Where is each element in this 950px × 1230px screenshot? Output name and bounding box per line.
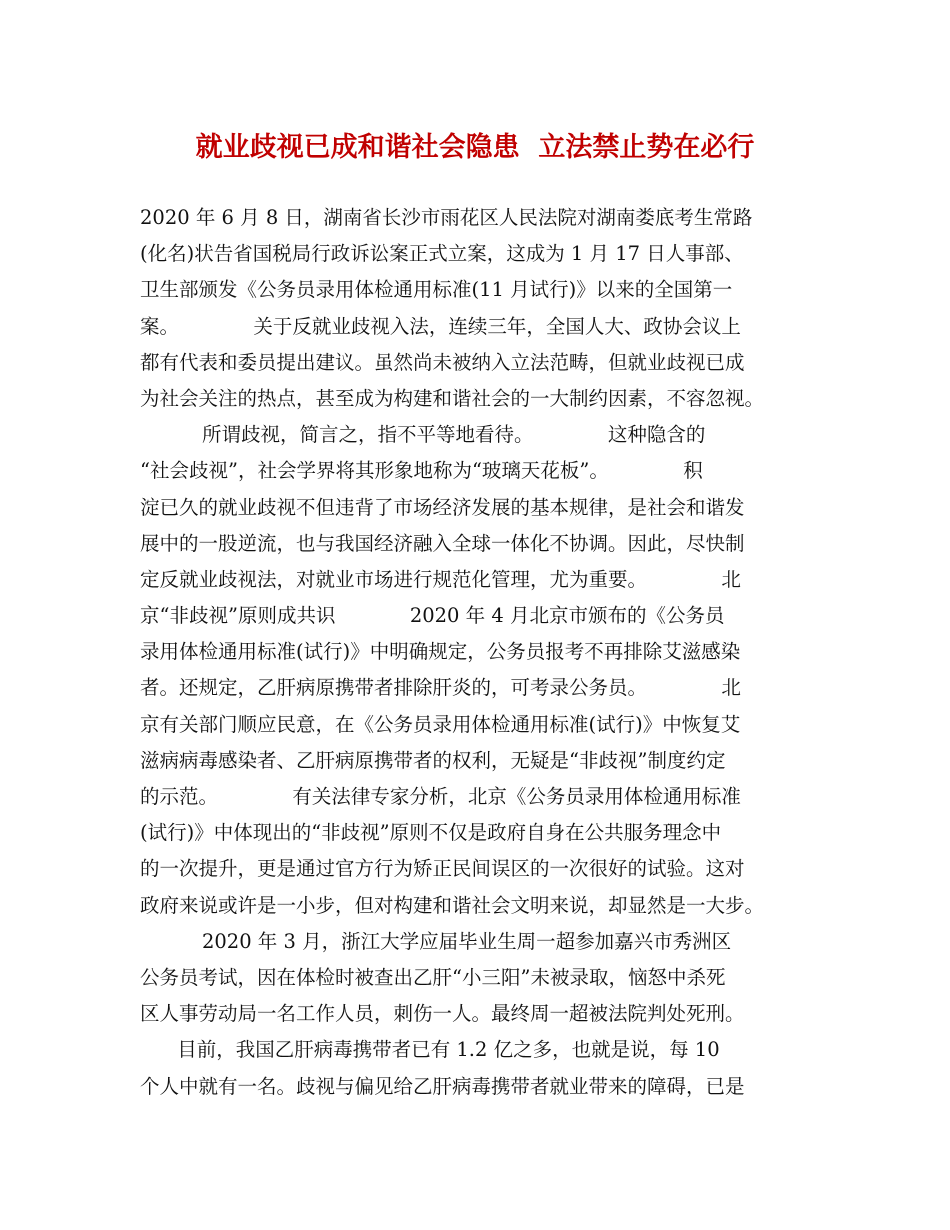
document-body	[140, 200, 820, 1105]
text-line: 个人中就有一名。歧视与偏见给乙肝病毒携带者就业带来的障碍，已是	[140, 1074, 745, 1098]
text-line: 政府来说或许是一小步，但对构建和谐社会文明来说，却显然是一大步。	[140, 893, 765, 917]
text-line: 公务员考试，因在体检时被查出乙肝“小三阳”未被录取，恼怒中杀死	[140, 965, 726, 989]
text-line: 录用体检通用标准(试行)》中明确规定，公务员报考不再排除艾滋感染	[140, 640, 741, 664]
text-line: 区人事劳动局一名工作人员，刺伤一人。最终周一超被法院判处死刑。	[140, 1002, 745, 1026]
text-line: 2020 年 6 月 8 日，湖南省长沙市雨花区人民法院对湖南娄底考生常路	[140, 206, 753, 229]
text-line: 的示范。 有关法律专家分析，北京《公务员录用体检通用标准	[140, 785, 741, 808]
text-line: 为社会关注的热点，甚至成为构建和谐社会的一大制约因素，不容忽视。	[140, 386, 765, 410]
text-line: 展中的一股逆流，也与我国经济融入全球一体化不协调。因此，尽快制	[140, 531, 745, 555]
text-line: “社会歧视”，社会学界将其形象地称为“玻璃天花板”。 积	[140, 459, 703, 483]
text-line: (试行)》中体现出的“非歧视”原则不仅是政府自身在公共服务理念中	[140, 821, 722, 845]
text-line: 淀已久的就业歧视不但违背了市场经济发展的基本规律，是社会和谐发	[140, 495, 745, 519]
text-line: 目前，我国乙肝病毒携带者已有 1.2 亿之多，也就是说，每 10	[140, 1038, 720, 1062]
text-line: 的一次提升，更是通过官方行为矫正民间误区的一次很好的试验。这对	[140, 857, 745, 881]
text-line: 都有代表和委员提出建议。虽然尚未被纳入立法范畴，但就业歧视已成	[140, 350, 745, 374]
document-title: 就业歧视已成和谐社会隐患 立法禁止势在必行	[195, 132, 755, 163]
text-line: 卫生部颁发《公务员录用体检通用标准(11 月试行)》以来的全国第一	[140, 278, 733, 302]
text-line: 定反就业歧视法，对就业市场进行规范化管理，尤为重要。 北	[140, 567, 741, 591]
text-line: 者。还规定，乙肝病原携带者排除肝炎的，可考录公务员。 北	[140, 676, 741, 700]
text-line: 滋病病毒感染者、乙肝病原携带者的权利，无疑是“非歧视”制度约定	[140, 748, 726, 772]
text-line: (化名)状告省国税局行政诉讼案正式立案，这成为 1 月 17 日人事部、	[140, 242, 744, 266]
text-line: 京“非歧视”原则成共识 2020 年 4 月北京市颁布的《公务员	[140, 604, 725, 628]
text-line: 所谓歧视，简言之，指不平等地看待。 这种隐含的	[140, 423, 706, 447]
text-line: 2020 年 3 月，浙江大学应届毕业生周一超参加嘉兴市秀洲区	[140, 929, 732, 953]
text-line: 京有关部门顺应民意，在《公务员录用体检通用标准(试行)》中恢复艾	[140, 712, 741, 736]
text-line: 案。 关于反就业歧视入法，连续三年，全国人大、政协会议上	[140, 314, 741, 338]
